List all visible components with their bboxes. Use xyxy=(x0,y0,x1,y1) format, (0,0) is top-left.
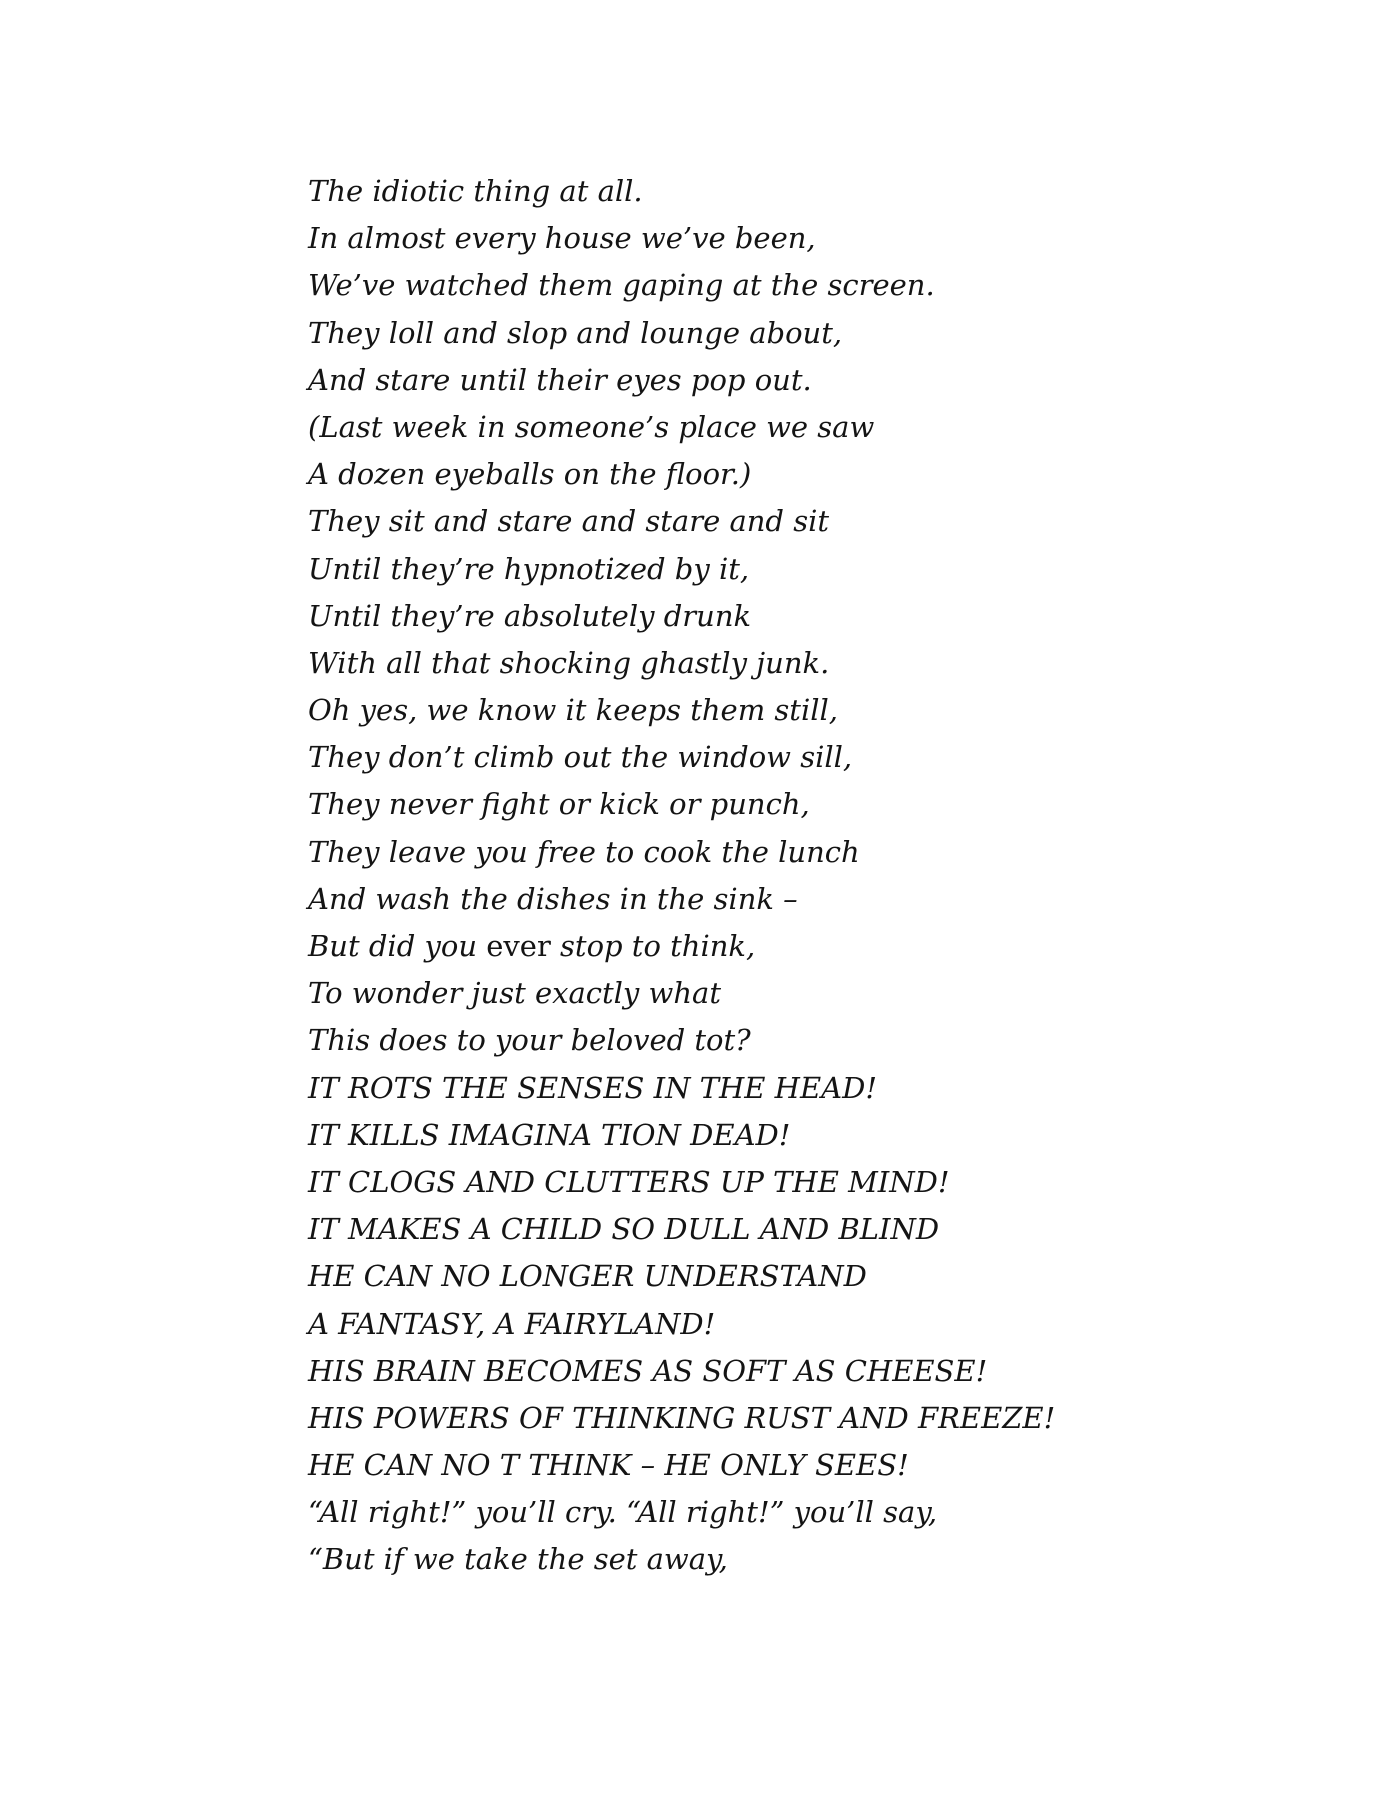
poem-line: IT KILLS IMAGINA TION DEAD! xyxy=(308,1117,791,1152)
poem-text xyxy=(308,168,1308,1584)
poem-line: A dozen eyeballs on the floor.) xyxy=(308,457,752,492)
poem-line: HE CAN NO LONGER UNDERSTAND xyxy=(308,1259,867,1294)
poem-line: They never fight or kick or punch, xyxy=(308,787,810,822)
poem-line: “All right!” you’ll cry. “All right!” you’ll say, xyxy=(308,1495,938,1530)
poem-line: A FANTASY, A FAIRYLAND! xyxy=(308,1306,716,1341)
poem-line: With all that shocking ghastly junk. xyxy=(308,645,830,680)
poem-line: IT MAKES A CHILD SO DULL AND BLIND xyxy=(308,1212,940,1247)
poem-line: Until they’re hypnotized by it, xyxy=(308,551,750,586)
poem-line xyxy=(308,923,1308,970)
poem-line: HE CAN NO T THINK – HE ONLY SEES! xyxy=(308,1448,909,1483)
poem-line: IT CLOGS AND CLUTTERS UP THE MIND! xyxy=(308,1164,950,1199)
poem-line: They sit and stare and stare and sit xyxy=(308,504,830,539)
poem-line: HIS POWERS OF THINKING RUST AND FREEZE! xyxy=(308,1400,1056,1435)
poem-line: IT ROTS THE SENSES IN THE HEAD! xyxy=(308,1070,877,1105)
poem-line: They loll and slop and lounge about, xyxy=(308,315,843,350)
poem-line: “But if we take the set away, xyxy=(308,1542,728,1577)
poem-line: In almost every house we’ve been, xyxy=(308,221,816,256)
poem-line: Until they’re absolutely drunk xyxy=(308,598,752,633)
poem-line: We’ve watched them gaping at the screen. xyxy=(308,268,935,303)
poem-line-segment: But did you xyxy=(308,929,487,963)
poem-line-roman-word: ever xyxy=(486,929,551,963)
poem-line: They don’t climb out the window sill, xyxy=(308,740,853,775)
poem-line: This does to your beloved tot? xyxy=(308,1023,751,1058)
poem-line-segment: stop to think, xyxy=(550,929,756,963)
poem-line: HIS BRAIN BECOMES AS SOFT AS CHEESE! xyxy=(308,1353,988,1388)
poem-line: And wash the dishes in the sink – xyxy=(308,881,798,916)
poem-line: Oh yes, we know it keeps them still, xyxy=(308,693,838,728)
poem-line: To wonder just exactly what xyxy=(308,976,721,1011)
poem-line: (Last week in someone’s place we saw xyxy=(308,409,875,444)
poem-line: And stare until their eyes pop out. xyxy=(308,362,812,397)
poem-line: They leave you free to cook the lunch xyxy=(308,834,860,869)
poem-line: The idiotic thing at all. xyxy=(308,174,643,208)
